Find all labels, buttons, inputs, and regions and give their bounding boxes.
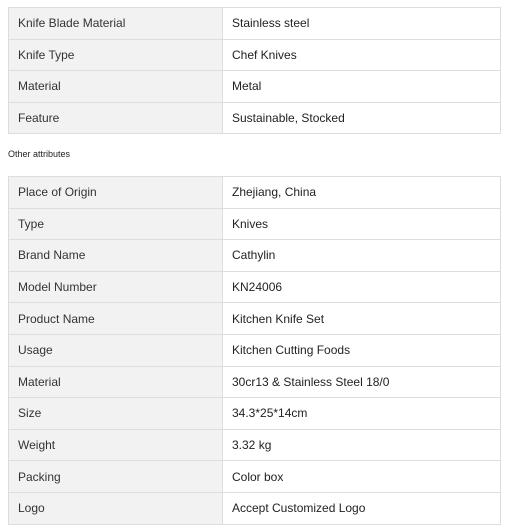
table-row <box>9 71 501 103</box>
table-row <box>9 303 501 335</box>
attribute-value: Chef Knives <box>223 39 501 71</box>
table-row <box>9 366 501 398</box>
attribute-value: Cathylin <box>223 240 501 272</box>
attribute-label: Weight <box>9 429 223 461</box>
attribute-value: 30cr13 & Stainless Steel 18/0 <box>223 366 501 398</box>
table-row <box>9 8 501 40</box>
attribute-label: Size <box>9 398 223 430</box>
table-row <box>9 334 501 366</box>
table-row <box>9 429 501 461</box>
attribute-value: Zhejiang, China <box>223 177 501 209</box>
attribute-value: 34.3*25*14cm <box>223 398 501 430</box>
attribute-label: Brand Name <box>9 240 223 272</box>
key-attributes-table <box>8 7 501 134</box>
attribute-label: Material <box>9 366 223 398</box>
attribute-value: Color box <box>223 461 501 493</box>
attribute-label: Usage <box>9 334 223 366</box>
attribute-label: Model Number <box>9 271 223 303</box>
other-attributes-heading: Other attributes <box>8 149 71 159</box>
attribute-label: Place of Origin <box>9 177 223 209</box>
table-row <box>9 39 501 71</box>
attribute-label: Type <box>9 208 223 240</box>
attribute-label: Knife Type <box>9 39 223 71</box>
attribute-value: 3.32 kg <box>223 429 501 461</box>
attribute-value: Knives <box>223 208 501 240</box>
table-row <box>9 398 501 430</box>
table-row <box>9 208 501 240</box>
other-attributes-table <box>8 176 501 525</box>
attribute-label: Packing <box>9 461 223 493</box>
table-row <box>9 102 501 134</box>
attribute-value: Metal <box>223 71 501 103</box>
attribute-label: Material <box>9 71 223 103</box>
attribute-label: Logo <box>9 492 223 524</box>
attribute-value: Kitchen Knife Set <box>223 303 501 335</box>
attribute-value: Sustainable, Stocked <box>223 102 501 134</box>
attribute-value: Accept Customized Logo <box>223 492 501 524</box>
table-row <box>9 492 501 524</box>
table-row <box>9 240 501 272</box>
attribute-label: Knife Blade Material <box>9 8 223 40</box>
attribute-value: Kitchen Cutting Foods <box>223 334 501 366</box>
table-row <box>9 271 501 303</box>
attribute-label: Feature <box>9 102 223 134</box>
table-row <box>9 461 501 493</box>
table-row <box>9 177 501 209</box>
attribute-value: KN24006 <box>223 271 501 303</box>
attribute-value: Stainless steel <box>223 8 501 40</box>
attribute-label: Product Name <box>9 303 223 335</box>
